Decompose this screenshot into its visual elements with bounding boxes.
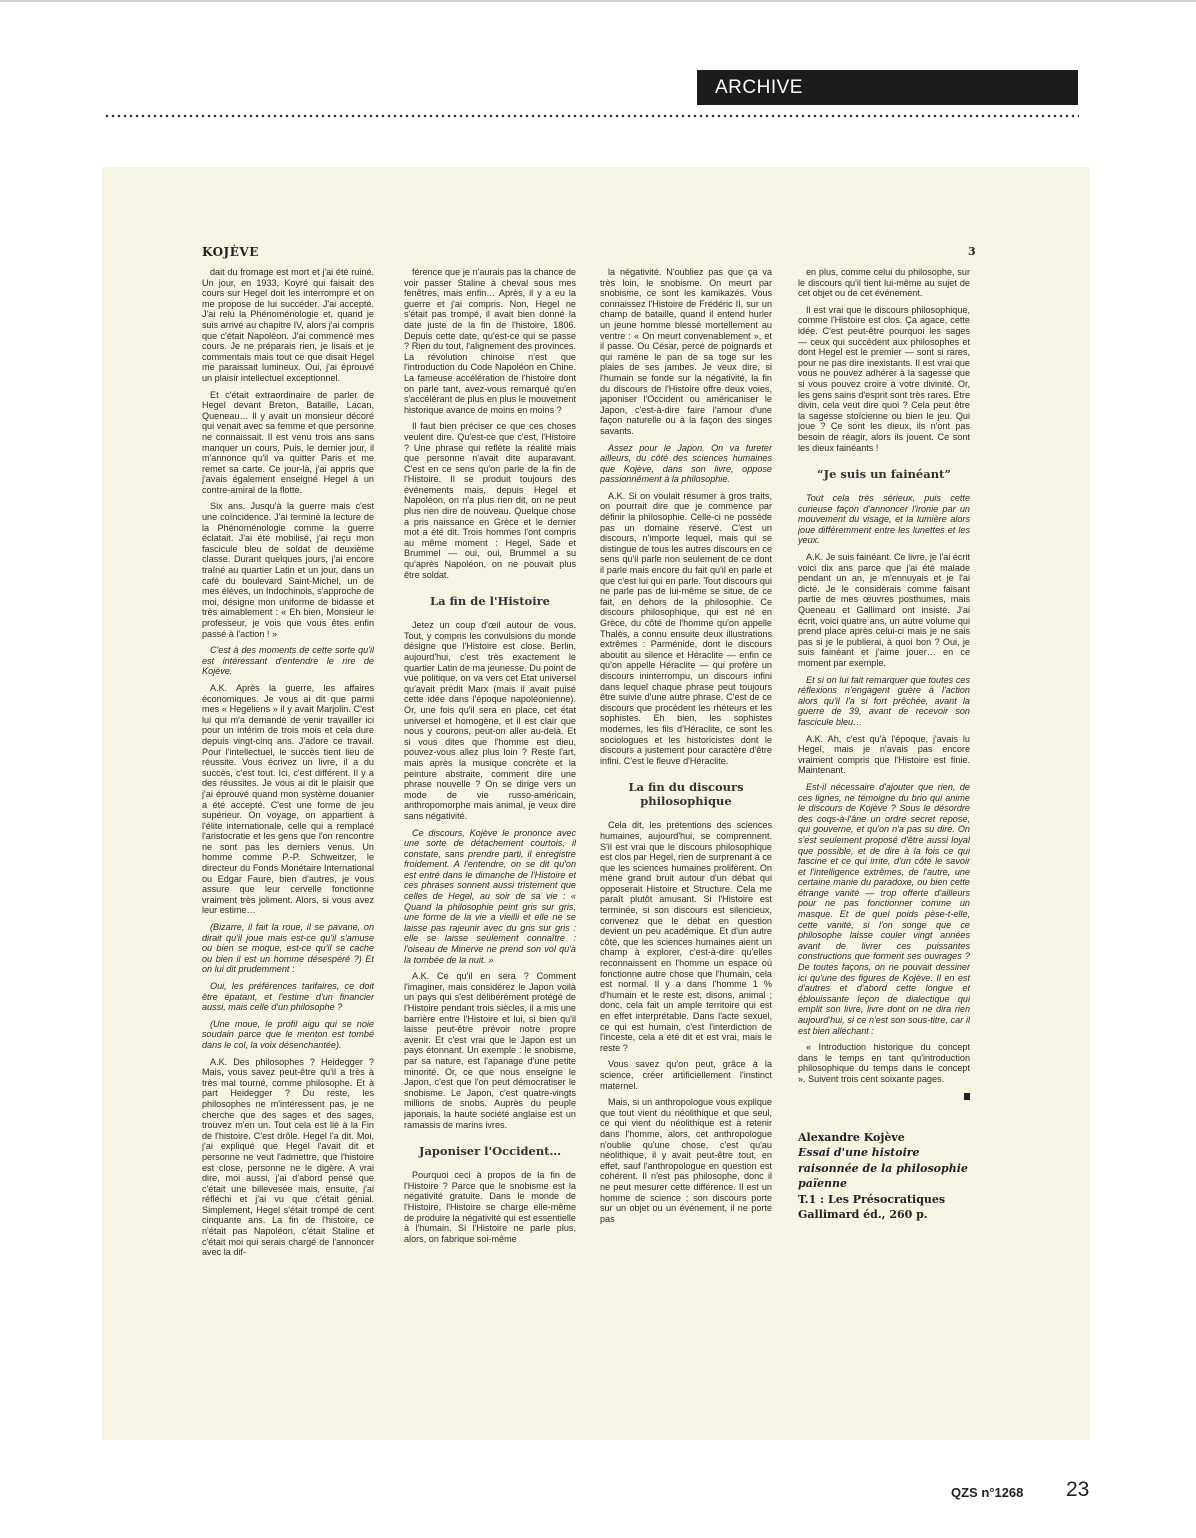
section-tab (697, 70, 1078, 105)
italic-paragraph: Tout cela très sérieux, puis cette curieuse façon d'annoncer l'ironie par un mouvement du visage, et la lumière alors joue différemment entre les lunettes et les yeux. (798, 493, 970, 546)
paragraph: A.K. Je suis fainéant. Ce livre, je l'ai écrit voici dix ans parce que j'ai été malade pendant un an, je m'ennuyais et je l'ai dicté. Je le considérais comme faisant partie de mes œuvres posthumes, mais Queneau et Gallimard ont insisté. J'ai écrit, voici quatre ans, un autre volume qui prend place après celui-ci mais je ne sais pas si je le publierai, à quoi bon ? Oui, je suis fainéant et j'aime jouer… en ce moment par exemple. (798, 552, 970, 668)
italic-paragraph: Ce discours, Kojève le prononce avec une sorte de détachement courtois, il constate, sans prendre parti, il enregistre froidement. A l'entendre, on se dit qu'on est entré dans le dimanche de l'Histoire et ces phrases sonnent aussi tristement que celles de Hegel, au soir de sa vie : « Quand la philosophie peint gris sur gris, une forme de la vie a vieilli et elle ne se laisse pas rajeunir avec du gris sur gris : elle se laisse seulement connaître : l'oiseau de Minerve ne prend son vol qu'à la tombée de la nuit. » (404, 827, 576, 965)
paragraph: Six ans. Jusqu'à la guerre mais c'est une coïncidence. J'ai terminé la lecture de la Phénoménologie comme la guerre éclatait. J'ai été mobilisé, j'ai reçu mon fascicule bleu de soldat de deuxième classe. Durant quelques jours, j'ai encore traîné au quartier Latin et un jour, dans un café du boulevard Saint-Michel, un de mes élèves, un Indochinois, s'approche de moi, désigne mon uniforme de bidasse et très aimablement : « Eh bien, Monsieur le professeur, je vois que vous êtes enfin passé à l'action ! » (202, 501, 374, 639)
book-title: Essai d'une histoire raisonnée de la philosophie païenne (798, 1146, 968, 1191)
subheading: Japoniser l'Occident… (419, 1144, 561, 1159)
paragraph: A.K. Ah, c'est qu'à l'époque, j'avais lu Hegel, mais je n'avais pas encore vraiment compris que l'Histoire est finie. Maintenant. (798, 733, 970, 776)
archive-page-scan (102, 167, 1090, 1440)
paragraph: Mais, si un anthropologue vous explique que tout vient du néolithique et que seul, ce qui vient du néolithique est à retenir dans l'homme, alors, cet anthropologue n'oublie qu'une chose, c'est qu'au néolithique, il y avait peut-être tout, en effet, sauf l'anthropologue en question est cohérent. Il n'est pas philosophe, donc il ne peut mesurer cette différence. Il est un homme de science ; son discours porte sur un objet ou un événement, il ne porte pas (600, 1097, 772, 1224)
paragraph: Pourquoi ceci à propos de la fin de l'Histoire ? Parce que le snobisme est la négativité gratuite. Dans le monde de l'Histoire, l'Histoire se charge elle-même de produire la négativité qui est essentielle à l'humain. Si l'Histoire ne parle plus, alors, on fabrique soi-même (404, 1170, 576, 1244)
book-publisher: Gallimard éd., 260 p. (798, 1208, 928, 1222)
paragraph: Il est vrai que le discours philosophique, comme l'Histoire est clos. Ça agace, cette idée. C'est peut-être pourquoi les sages — ceux qui succèdent aux philosophes et dont Hegel est le premier — sont si rares, pour ne pas dire inexistants. Il est vrai que vous ne pouvez adhérer à la sagesse que si vous pouvez croire à votre divinité. Or, les gens sains d'esprit sont très rares. Etre divin, cela veut dire quoi ? Cela peut être la sagesse stoïcienne ou bien le jeu. Qui joue ? Ce sont les dieux, ils n'ont pas besoin de réagir, alors ils jouent. Ce sont les dieux fainéants ! (798, 304, 970, 453)
paragraph: Jetez un coup d'œil autour de vous. Tout, y compris les convulsions du monde désigne que l'Histoire est close. Berlin, aujourd'hui, c'est très exactement le quartier Latin de ma jeunesse. Du point de vue politique, on va vers cet Etat universel qu'avait prédit Marx (mais il avait puisé cette idée dans l'époque napoléonienne). Or, une fois qu'il sera en place, cet état universel et homogène, et il est clair que nous y courons, peut-on aller au-delà. Et si vous dites que l'homme est dieu, pouvez-vous allez plus loin ? Reste l'art, mais après la musique concrète et la peinture abstraite, comment dire une phrase nouvelle ? On se dirige vers un mode de vie russo-américain, anthropomorphe mais animal, je veux dire sans négativité. (404, 620, 576, 821)
paragraph: en plus, comme celui du philosophe, sur le discours qu'il tient lui-même au sujet de cet objet ou de cet événement. (798, 267, 970, 299)
paragraph: la négativité. N'oubliez pas que ça va très loin, le snobisme. On meurt par snobisme, ce sont les kamikazés. Vous connaissez l'Histoire de Frédéric II, sur un champ de bataille, quand il entend hurler un jeune homme blessé mortellement au ventre : « On meurt convenablement », et il passe. Ou César, percé de poignards et qui ramène le pan de sa toge sur les plaies de ses jambes. Je veux dire, si l'humain se fonde sur la négativité, la fin du discours de l'Histoire offre deux voies, japoniser l'Occident ou américaniser le Japon, c'est-à-dire faire l'amour d'une façon naturelle ou à la façon des singes savants. (600, 267, 772, 436)
paragraph: Il faut bien préciser ce que ces choses veulent dire. Qu'est-ce que c'est, l'Histoire ? Une phrase qui reflète la réalité mais que personne n'avait dite auparavant. C'est en ce sens qu'on parle de la fin de l'Histoire. Il se produit toujours des événements mais, depuis Hegel et Napoléon, on n'a plus rien dit, on ne peut plus rien dire de nouveau. Quelque chose a pris naissance en Grèce et le dernier mot a été dit. Trois hommes l'ont compris au même moment : Hegel, Sade et Brummel — oui, oui, Brummel a su qu'après Napoléon, on ne pouvait plus être soldat. (404, 421, 576, 580)
article-column-3 (600, 267, 772, 1402)
paragraph: férence que je n'aurais pas la chance de voir passer Staline à cheval sous mes fenêtres, mais enfin… Après, il y a eu la guerre et j'ai compris. Non, Hegel ne s'était pas trompé, il avait bien donné la date juste de la fin de l'histoire, 1806. Depuis cette date, qu'est-ce qui se passe ? Rien du tout, l'alignement des provinces. La révolution chinoise n'est que l'introduction du Code Napoléon en Chine. La fameuse accélération de l'histoire dont on parle tant, avez-vous remarqué qu'en s'accélérant de plus en plus le mouvement historique avance de moins en moins ? (404, 267, 576, 415)
subheading: La fin de l'Histoire (430, 594, 550, 609)
italic-paragraph: (Une moue, le profil aigu qui se noie soudain parce que le menton est tombé dans le col, la voix désenchantée). (202, 1018, 374, 1050)
end-of-article-mark (964, 1093, 970, 1100)
page-number: 23 (1066, 1478, 1090, 1501)
book-volume: T.1 : Les Présocratiques (798, 1192, 946, 1206)
original-page-number: 3 (968, 245, 976, 258)
article-column-1 (202, 267, 374, 1402)
dotted-rule (104, 113, 1079, 119)
article-column-2 (404, 267, 576, 1402)
magazine-issue: QZS n°1268 (951, 1485, 1024, 1500)
italic-paragraph: (Bizarre, il fait la roue, il se pavane, on dirait qu'il joue mais est-ce qu'il s'amuse ou bien se moque, est-ce qu'il se cache ou bien il est un homme désespéré ?) Et on lui dit prudemment : (202, 922, 374, 975)
paragraph: dait du fromage est mort et j'ai été ruiné. Un jour, en 1933, Koyré qui faisait des cours sur Hegel doit les interrompre et on me propose de lui succéder. J'ai accepté. J'ai relu la Phénoménologie et, quand je suis arrivé au chapitre IV, alors j'ai compris que c'était Napoléon. J'ai commencé mes cours. Je ne préparais rien, je lisais et je commentais mais tout ce que disait Hegel me paraissait lumineux. Oui, j'ai éprouvé un plaisir intellectuel exceptionnel. (202, 267, 374, 383)
paragraph: Et c'était extraordinaire de parler de Hegel devant Breton, Bataille, Lacan, Queneau… Il y avait un monsieur décoré qui venait avec sa femme et que personne ne connaissait. Il est venu trois ans sans manquer un cours. Puis, le dernier jour, il m'annonce qu'il va quitter Paris et me remet sa carte. Ce jour-là, j'ai appris que j'avais également enseigné Hegel à un contre-amiral de la flotte. (202, 389, 374, 495)
italic-paragraph: Est-il nécessaire d'ajouter que rien, de ces lignes, ne témoigne du brio qui anime le discours de Kojève ? Sous le désordre des coqs-à-l'âne un ordre secret repose, qui gouverne, et qu'on n'a pas su dire. On s'est seulement proposé d'être aussi loyal que possible, et de dire à la fois ce qui fascine et ce qui irrite, d'un côté le savoir et l'intelligence extrêmes, de l'autre, une certaine manie du paradoxe, ou bien cette étrange vanité — trop offerte d'ailleurs pour ne pas fonctionner comme un masque. Et de quel poids pèse-t-elle, cette vanité, si l'on songe que ce philosophe laisse couler vingt années avant de livrer ces puissantes constructions que forment ses ouvrages ? De toutes façons, on ne pouvait dessiner ici qu'une des figures de Kojève. Il en est d'autres et d'abord cette longue et éblouissante leçon de dialectique qui emplit son livre, livre dont on ne dira rien aujourd'hui, si ce n'est son sous-titre, car il est bien alléchant : (798, 781, 970, 1036)
italic-paragraph: Oui, les préférences tarifaires, ce doit être épatant, et l'estime d'un financier aussi, mais celle d'un philosophe ? (202, 981, 374, 1013)
paragraph: A.K. Des philosophes ? Heidegger ? Mais, vous savez peut-être qu'il a très à très mal tourné, comme philosophe. Et à part Heidegger ? Du reste, les philosophes ne m'intéressent pas, je ne cherche que des sages et des sages, trouvez m'en un. Tout cela est lié à la Fin de l'histoire. C'est drôle. Hegel l'a dit. Moi, j'ai expliqué que Hegel l'avait dit et personne ne veut l'admettre, que l'histoire est close, personne ne le digère. A vrai dire, moi aussi, j'ai d'abord pensé que c'était une billevesée mais, ensuite, j'ai réfléchi et j'ai vu que c'était génial. Simplement, Hegel s'était trompé de cent cinquante ans. La fin de l'histoire, ce n'était pas Napoléon, c'était Staline et c'était moi qui serais chargé de l'annoncer avec la dif- (202, 1056, 374, 1258)
paragraph: A.K. Si on voulait résumer à gros traits, on pourrait dire que je commence par définir la philosophie. Celle-ci ne possède pas un domaine réservé. C'est un discours, n'importe lequel, mais qui se distingue de tous les autres discours en ce sens qu'il parle non seulement de ce dont il parle mais encore du fait qu'il en parle et que c'est lui qui en parle. Tout discours qui ne parle pas de lui-même se situe, de ce fait, en dehors de la philosophie. Ce discours philosophique, qui est né en Grèce, du côté de l'homme qu'on appelle Thalès, a connu ensuite deux illustrations extrêmes : Parménide, dont le discours aboutit au silence et Héraclite — enfin ce qu'on appelle Héraclite — qui profère un discours ininterrompu, un discours infini dans lequel chaque phrase peut toujours être suivie d'une autre phrase. C'est de ce discours que procèdent les rhéteurs et les sophistes. Eh bien, les sophistes modernes, les fils d'Héraclite, ce sont les sociologues et les historicistes dont le discours a justement pour caractère d'être infini. C'est le fleuve d'Héraclite. (600, 490, 772, 766)
subheading: La fin du discours philosophique (628, 780, 744, 809)
paragraph: Cela dit, les prétentions des sciences humaines, aujourd'hui, se comprennent. S'il est vrai que le discours philosophique est clos par Hegel, rien de surprenant à ce que les sciences humaines prolifèrent. On mène grand bruit autour d'un débat qui opposerait Histoire et Structure. Cela me paraît plutôt amusant. Si l'Histoire est terminée, si son discours est silencieux, convenez que le débat en question devient un peu académique. Et d'un autre côté, que les sciences humaines aient un champ à explorer, c'est-à-dire qu'elles reconnaissent en l'homme un espace où fonctionne autre chose que l'humain, cela est normal. Il y a dans l'homme 1 % d'humain et le reste est, disons, animal ; donc, cela fait un ample territoire qui est en effet interprétable. Dans l'acte sexuel, ce qui est humain, c'est l'interdiction de l'inceste, cela a été dit et est vrai, mais le reste ? (600, 820, 772, 1053)
running-title: KOJÈVE (202, 245, 259, 259)
book-reference (798, 1130, 970, 1223)
italic-paragraph: Et si on lui fait remarquer que toutes ces réflexions n'engagent guère à l'action alors qu'il l'a si fort prêchée, avant la guerre de 39, avant de recevoir son fascicule bleu… (798, 674, 970, 727)
paragraph: « Introduction historique du concept dans le temps en tant qu'introduction philosophique du temps dans le concept ». Suivent trois cent soixante pages. (798, 1042, 970, 1084)
top-rule (0, 0, 1196, 2)
paragraph: A.K. Ce qu'il en sera ? Comment l'imaginer, mais considérez le Japon voilà un pays qui s'est délibérément protégé de l'Histoire pendant trois siècles, il a mis une barrière entre l'Histoire et lui, si bien qu'il laisse peut-être prévoir notre propre avenir. Et c'est vrai que le Japon est un pays étonnant. Un exemple : le snobisme, par sa nature, est l'apanage d'une petite minorité. Or, ce que nous enseigne le Japon, c'est que l'on peut démocratiser le snobisme. Le Japon, c'est quatre-vingts millions de snobs. Auprès du peuple japonais, la haute société anglaise est un ramassis de marins ivres. (404, 971, 576, 1130)
paragraph: A.K. Après la guerre, les affaires économiques. Je vous ai dit que parmi mes « Hegeliens » il y avait Marjolin. C'est lui qui m'a demandé de venir travailler ici pour un intérim de trois mois et cela dure depuis vingt-cinq ans. J'adore ce travail. Pour l'intellectuel, le succès tient lieu de réussite. Vous écrivez un livre, il a du succès, c'est tout. Ici, c'est différent. Il y a des réussites. Je vous ai dit le plaisir que j'ai éprouvé quand mon système douanier a été accepté. C'est une forme de jeu supérieur. On voyage, on appartient à l'élite internationale, celle qui a remplacé l'aristocratie et les gens que l'on rencontre ne sont pas les derniers venus. Un homme comme P.-P. Schweitzer, le directeur du Fonds Monétaire International ou Edgar Faure, bien d'autres, je vous assure que leur cervelle fonctionne vraiment très joliment. Alors, si vous avez leur estime… (202, 682, 374, 916)
paragraph: Vous savez qu'on peut, grâce à la science, créer artificiellement l'instinct maternel. (600, 1059, 772, 1091)
italic-paragraph: Assez pour le Japon. On va fureter ailleurs, du côté des sciences humaines que Kojève, dans son livre, oppose passionnément à la philosophie. (600, 442, 772, 485)
article-column-4 (798, 267, 970, 1402)
book-author: Alexandre Kojève (798, 1130, 905, 1144)
subheading: “Je suis un fainéant” (817, 467, 951, 482)
section-tab-label: ARCHIVE (715, 77, 803, 98)
italic-paragraph: C'est à des moments de cette sorte qu'il est intéressant d'entendre le rire de Kojève. (202, 645, 374, 677)
